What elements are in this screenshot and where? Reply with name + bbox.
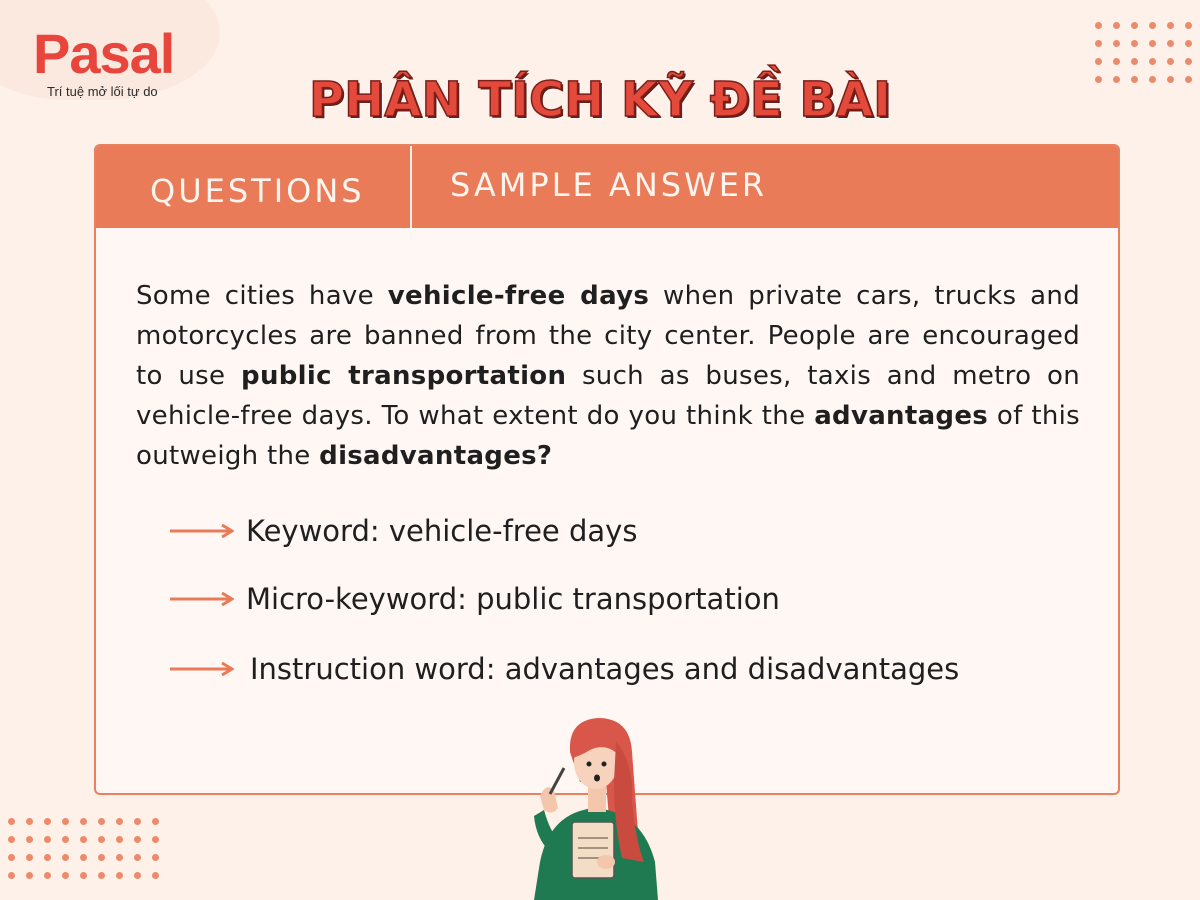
tab-questions: QUESTIONS <box>150 172 365 210</box>
question-segment: of this outweigh the <box>136 401 1081 471</box>
question-keyword: public transportation <box>241 361 567 391</box>
question-segment: Some cities have <box>136 281 388 311</box>
header-divider <box>410 146 412 228</box>
girl-thinking-illustration <box>510 712 680 900</box>
arrow-right-icon <box>170 662 234 676</box>
point-text: Instruction word: advantages and disadvantages <box>250 652 960 686</box>
question-segment: when private cars, trucks and motorcycles are banned from the city center. People are encouraged to use <box>136 281 1080 391</box>
question-segment: such as buses, taxis and metro on vehicle-free days. To what extent do you think the <box>136 361 1080 431</box>
content-card <box>94 144 1120 795</box>
question-keyword: disadvantages? <box>319 441 553 471</box>
decorative-dots-bottom-left <box>8 818 159 879</box>
logo-tagline: Trí tuệ mở lối tự do <box>47 84 158 99</box>
card-header <box>96 146 1118 228</box>
analysis-point <box>170 652 959 686</box>
analysis-point <box>170 514 637 548</box>
point-text: Keyword: vehicle-free days <box>246 514 638 548</box>
point-text: Micro-keyword: public transportation <box>246 582 780 616</box>
question-keyword: advantages <box>814 401 989 431</box>
analysis-point <box>170 582 780 616</box>
arrow-right-icon <box>170 524 234 538</box>
logo-wordmark: Pasal <box>33 22 175 85</box>
question-keyword: vehicle-free days <box>387 281 650 311</box>
arrow-right-icon <box>170 592 234 606</box>
page-title: PHÂN TÍCH KỸ ĐỀ BÀI <box>308 72 892 128</box>
question-text <box>136 276 1080 476</box>
tab-sample-answer: SAMPLE ANSWER <box>450 166 768 204</box>
